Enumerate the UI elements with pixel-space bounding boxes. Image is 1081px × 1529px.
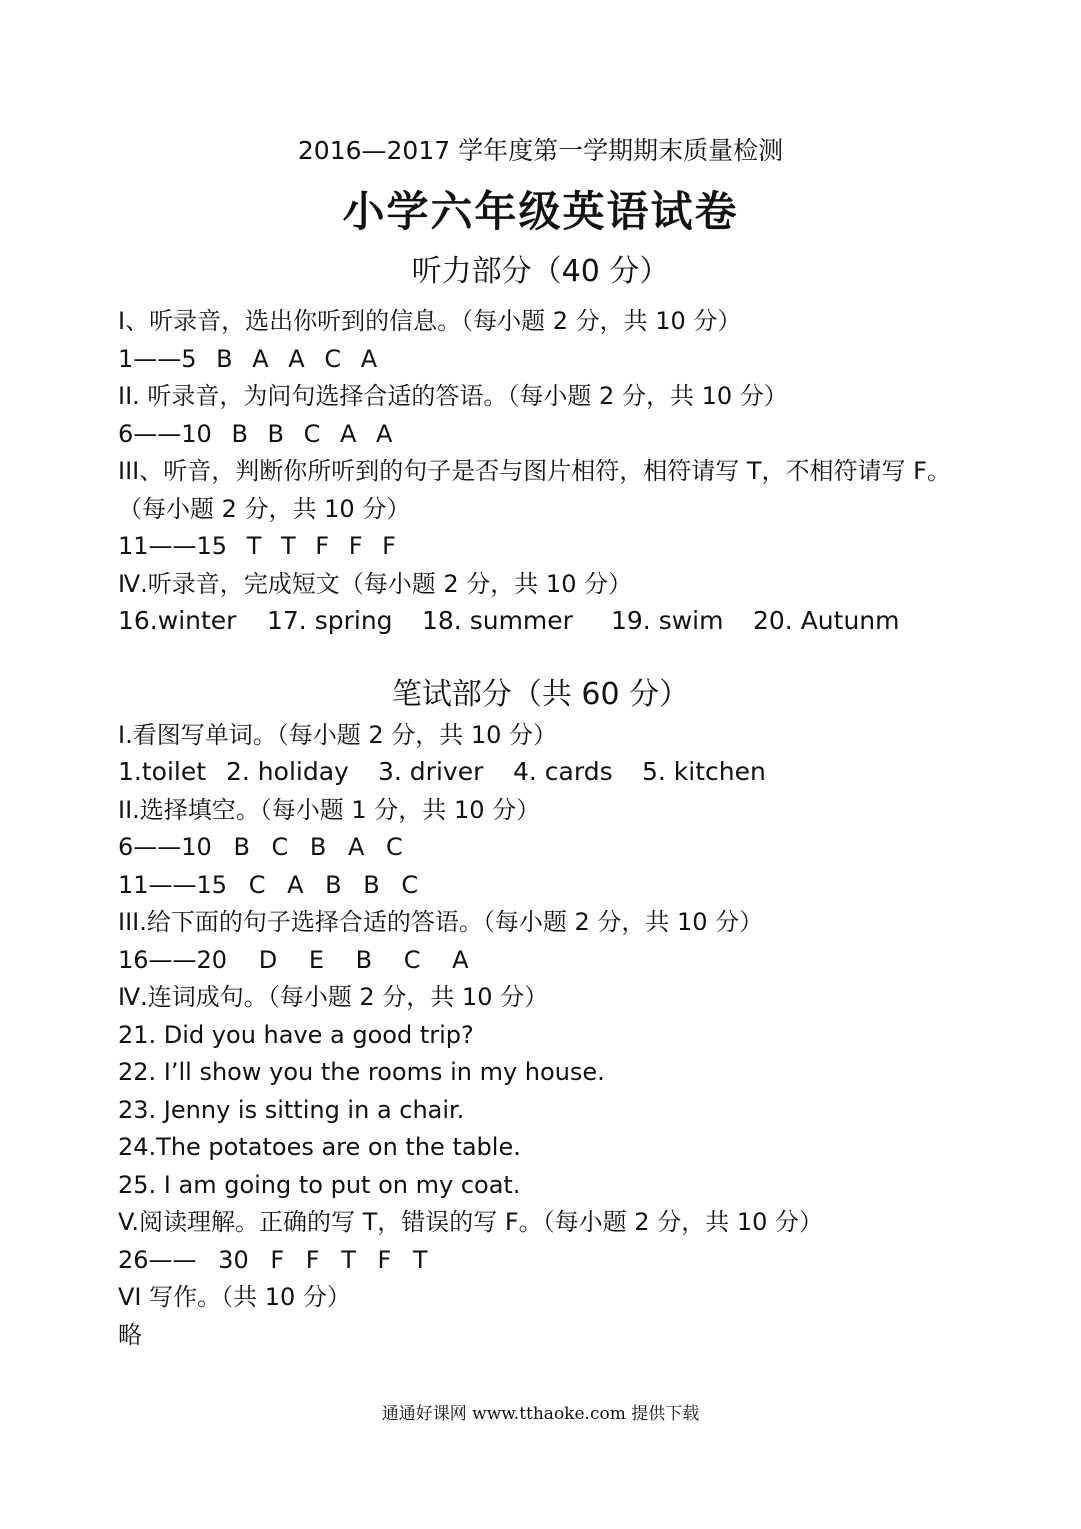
answer-17: 17. spring	[267, 606, 393, 635]
writing-part3-instruction: III.给下面的句子选择合适的答语。（每小题 2 分，共 10 分）	[118, 908, 764, 936]
answer-16: 16.winter	[118, 606, 237, 635]
listening-part1-answers: 1——5 B A A C A	[118, 345, 378, 373]
writing-part5-answers: 26—— 30 F F T F T	[118, 1246, 428, 1274]
listening-part3-answers: 11——15 T T F F F	[118, 532, 396, 560]
word-1: 1.toilet	[118, 757, 207, 786]
sentence-23: 23. Jenny is sitting in a chair.	[118, 1096, 465, 1124]
exam-title: 小学六年级英语试卷	[342, 187, 739, 236]
word-5: 5. kitchen	[642, 757, 766, 786]
download-footer: 通通好课网 www.tthaoke.com 提供下载	[381, 1404, 700, 1424]
listening-part2-instruction: II. 听录音，为问句选择合适的答语。（每小题 2 分，共 10 分）	[118, 382, 788, 410]
sentence-22: 22. I’ll show you the rooms in my house.	[118, 1058, 605, 1086]
listening-part1-instruction: Ⅰ、听录音，选出你听到的信息。（每小题 2 分，共 10 分）	[118, 307, 742, 335]
listening-part2-answers: 6——10 B B C A A	[118, 420, 393, 448]
writing-part4-instruction: Ⅳ.连词成句。（每小题 2 分，共 10 分）	[118, 983, 549, 1011]
writing-part1-instruction: I.看图写单词。（每小题 2 分，共 10 分）	[118, 721, 558, 749]
word-3: 3. driver	[378, 757, 484, 786]
answer-20: 20. Autunm	[753, 606, 900, 635]
writing-part3-answers: 16——20 D E B C A	[118, 946, 469, 974]
listening-part3-instruction-cont: （每小题 2 分，共 10 分）	[118, 495, 411, 523]
listening-part4-instruction: Ⅳ.听录音，完成短文（每小题 2 分，共 10 分）	[118, 570, 633, 598]
listening-section-heading: 听力部分（40 分）	[411, 254, 670, 289]
writing-part6-answer: 略	[118, 1321, 142, 1349]
writing-part6-instruction: VI 写作。（共 10 分）	[118, 1283, 351, 1311]
writing-part2-instruction: II.选择填空。（每小题 1 分，共 10 分）	[118, 796, 541, 824]
answer-19: 19. swim	[611, 606, 724, 635]
listening-part3-instruction: III、听音，判断你所听到的句子是否与图片相符，相符请写 T，不相符请写 F。	[118, 457, 951, 485]
sentence-24: 24.The potatoes are on the table.	[118, 1133, 521, 1161]
sentence-25: 25. I am going to put on my coat.	[118, 1171, 521, 1199]
word-4: 4. cards	[513, 757, 613, 786]
sentence-21: 21. Did you have a good trip?	[118, 1021, 474, 1049]
word-2: 2. holiday	[226, 757, 349, 786]
writing-part2-answers-2: 11——15 C A B B C	[118, 871, 419, 899]
exam-subtitle: 2016—2017 学年度第一学期期末质量检测	[297, 136, 784, 165]
writing-part2-answers-1: 6——10 B C B A C	[118, 833, 403, 861]
writing-part5-instruction: V.阅读理解。正确的写 T，错误的写 F。（每小题 2 分，共 10 分）	[118, 1208, 823, 1236]
answer-18: 18. summer	[422, 606, 573, 635]
writing-section-heading: 笔试部分（共 60 分）	[391, 677, 690, 712]
